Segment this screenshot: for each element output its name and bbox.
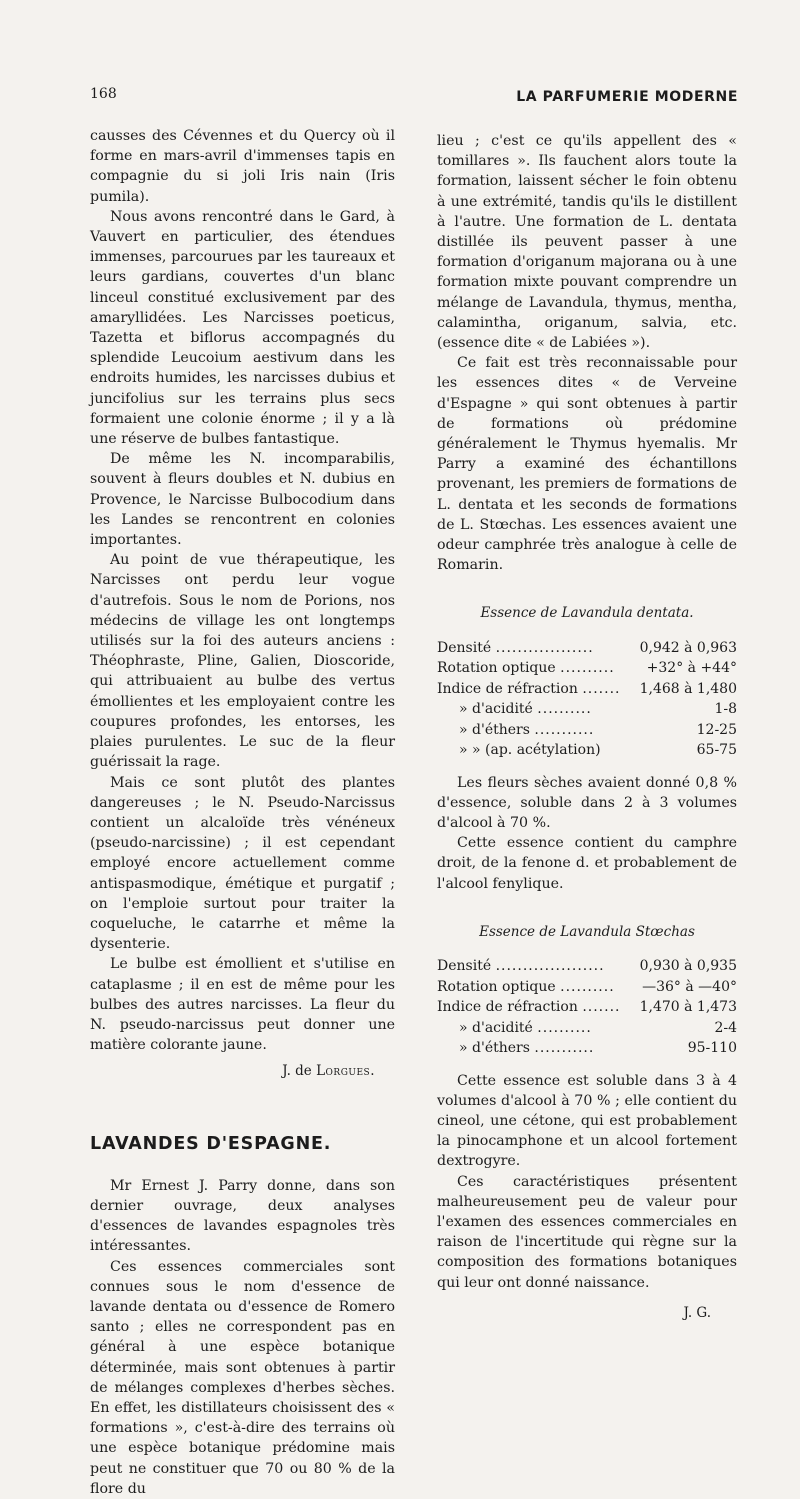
property-value: 1,468 à 1,480 <box>639 680 737 697</box>
table-row <box>437 679 737 700</box>
table-row <box>437 638 737 659</box>
property-label <box>437 1018 633 1039</box>
paragraph: Ces caractéristiques présentent malheureusement peu de valeur pour l'examen des essences commerciales en raison de l'incertitude qui règne sur la composition des formations botaniques qui leur ont donné naissance. <box>437 1173 737 1291</box>
property-name: Rotation optique <box>437 978 556 995</box>
leader-dots: .......... <box>560 660 615 677</box>
property-label <box>437 956 633 977</box>
author-signature: J. G. <box>683 1304 711 1321</box>
table-row <box>437 720 737 741</box>
property-label <box>437 720 633 741</box>
paragraph: Le bulbe est émollient et s'utilise en cataplasme ; il en est de même pour les bulbes des autres narcisses. La fleur du N. pseudo-narcissus peut donner une matière colorante jaune. <box>90 956 395 1054</box>
property-value: 65-75 <box>696 742 737 759</box>
paragraph: Cette essence contient du camphre droit, de la fenone d. et probablement de l'alcool fenylique. <box>437 835 737 892</box>
left-column <box>90 126 395 1499</box>
property-value: 0,930 à 0,935 <box>639 958 737 975</box>
leader-dots: .................. <box>495 639 594 656</box>
paragraph: Mr Ernest J. Parry donne, dans son dernier ouvrage, deux analyses d'essences de lavandes espagnoles très intéressantes. <box>90 1177 395 1255</box>
paragraph: lieu ; c'est ce qu'ils appellent des « tomillares ». Ils fauchent alors toute la formation, laissent sécher le foin obtenu à une extrémité, tandis qu'ils le distillent à l'autre. Une formation de L. dentata distillée ils peuvent passer à une formation d'origanum majorana ou à une formation mixte pouvant comprendre un mélange de Lavandula, thymus, mentha, calaminthа, origanum, salvia, etc. (essence dite « de Labiées »). <box>437 133 737 352</box>
running-title: LA PARFUMERIE MODERNE <box>516 89 738 105</box>
property-label <box>437 977 633 998</box>
leader-dots: .......... <box>537 1019 592 1036</box>
leader-dots: ........... <box>534 1040 595 1057</box>
property-value: 1-8 <box>714 701 737 718</box>
property-value: 1,470 à 1,473 <box>639 999 737 1016</box>
property-value: —36° à —40° <box>642 978 737 995</box>
property-value: 12-25 <box>696 721 737 738</box>
paragraph: causses des Cévennes et du Quercy où il forme en mars-avril d'immenses tapis en compagnie du si joli Iris nain (Iris pumila). <box>90 128 395 205</box>
page-number: 168 <box>90 86 117 102</box>
table-row <box>437 1018 737 1039</box>
leader-dots: .......... <box>537 701 592 718</box>
property-name: » d'acidité <box>459 701 533 718</box>
section-title: LAVANDES D'ESPAGNE. <box>90 1133 332 1154</box>
paragraph: Les fleurs sèches avaient donné 0,8 % d'essence, soluble dans 2 à 3 volumes d'alcool à 70 %. <box>437 774 737 832</box>
property-label <box>437 638 633 659</box>
table-row <box>437 1038 737 1059</box>
property-label <box>437 658 633 679</box>
table-caption: Essence de Lavandula dentata. <box>480 605 694 622</box>
right-column <box>437 131 737 1323</box>
paragraph: De même les N. incomparabilis, souvent à fleurs doubles et N. dubius en Provence, le Narcisse Bulbocodium dans les Landes se rencontrent en colonies importantes. <box>90 451 395 549</box>
property-label <box>437 679 633 700</box>
signature-prefix: J. de <box>282 1063 312 1080</box>
property-label <box>437 997 633 1018</box>
property-name: » d'acidité <box>459 1019 533 1036</box>
property-name: Indice de réfraction <box>437 680 578 697</box>
table-caption: Essence de Lavandula Stœchas <box>479 923 695 940</box>
property-name: » d'éthers <box>459 1040 530 1057</box>
leader-dots: ....... <box>582 680 621 697</box>
property-value: 0,942 à 0,963 <box>639 639 737 656</box>
paragraph: Nous avons rencontré dans le Gard, à Vauvert en particulier, des étendues immenses, parcourues par les taureaux et leurs gardians, couvertes d'un blanc linceul constitué exclusivement par des amaryllidées. Les Narcisses poeticus, Tazetta et biflorus accompagnés du splendide Leucoium aestivum dans les endroits humides, les narcisses dubius et juncifolius sur les terrains plus secs formaient une colonie énorme ; il y a là une réserve de bulbes fantastique. <box>90 208 395 448</box>
property-name: Densité <box>437 639 492 656</box>
paragraph: Au point de vue thérapeutique, les Narcisses ont perdu leur vogue d'autrefois. Sous le nom de Porions, nos médecins de village les ont longtemps utilisés sur la foi des auteurs anciens : Théophraste, Pline, Galien, Dioscoride, qui attribuaient au bulbe des vertus émollientes et les employaient contre les coupures profondes, les entorses, les plaies purulentes. Le suc de la fleur guérissait la rage. <box>90 552 395 771</box>
property-name: » d'éthers <box>459 721 530 738</box>
property-name: Rotation optique <box>437 660 556 677</box>
property-name: » » (ap. acétylation) <box>459 742 601 759</box>
property-label <box>437 740 633 761</box>
table-row <box>437 699 737 720</box>
paragraph: Cette essence est soluble dans 3 à 4 volumes d'alcool à 70 % ; elle contient du cineol, une cétone, qui est probablement la pinocamphone et un alcool fortement dextrogyre. <box>437 1072 737 1170</box>
leader-dots: ....... <box>582 999 621 1016</box>
leader-dots: ........... <box>534 721 595 738</box>
table-row <box>437 977 737 998</box>
table-row <box>437 740 737 761</box>
property-label <box>437 699 633 720</box>
leader-dots: .................... <box>495 958 605 975</box>
property-label <box>437 1038 633 1059</box>
property-name: Indice de réfraction <box>437 999 578 1016</box>
table-row <box>437 997 737 1018</box>
table-row <box>437 658 737 679</box>
signature-name: Lorgues. <box>316 1063 375 1080</box>
property-value: +32° à +44° <box>646 660 737 677</box>
property-value: 95-110 <box>687 1040 737 1057</box>
paragraph: Ce fait est très reconnaissable pour les essences dites « de Verveine d'Espagne » qui sont obtenues à partir de formations où prédomine généralement le Thymus hyemalis. Mr Parry a examiné des échantillons provenant, les premiers de formations de L. dentata et les seconds de formations de L. Stœchas. Les essences avaient une odeur camphrée très analogue à celle de Romarin. <box>437 355 737 574</box>
property-name: Densité <box>437 958 492 975</box>
paragraph: Ces essences commerciales sont connues sous le nom d'essence de lavande dentata ou d'essence de Romero santo ; elles ne correspondent pas en général à une espèce botanique déterminée, mais sont obtenues à partir de mélanges complexes d'herbes sèches. En effet, les distillateurs choisissent des « formations », c'est-à-dire des terrains où une espèce botanique prédomine mais peut ne constituer que 70 ou 80 % de la flore du <box>90 1258 395 1497</box>
author-signature <box>90 1061 375 1081</box>
properties-table <box>437 638 737 761</box>
leader-dots: .......... <box>560 978 615 995</box>
paragraph: Mais ce sont plutôt des plantes dangereuses ; le N. Pseudo-Narcissus contient un alcaloïde très vénéneux (pseudo-narcissine) ; il est cependant employé encore actuellement comme antispasmodique, émétique et purgatif ; on l'emploie surtout pour traiter la coqueluche, le catarrhe et même la dysenterie. <box>90 774 395 953</box>
table-row <box>437 956 737 977</box>
properties-table <box>437 956 737 1059</box>
property-value: 2-4 <box>714 1019 737 1036</box>
